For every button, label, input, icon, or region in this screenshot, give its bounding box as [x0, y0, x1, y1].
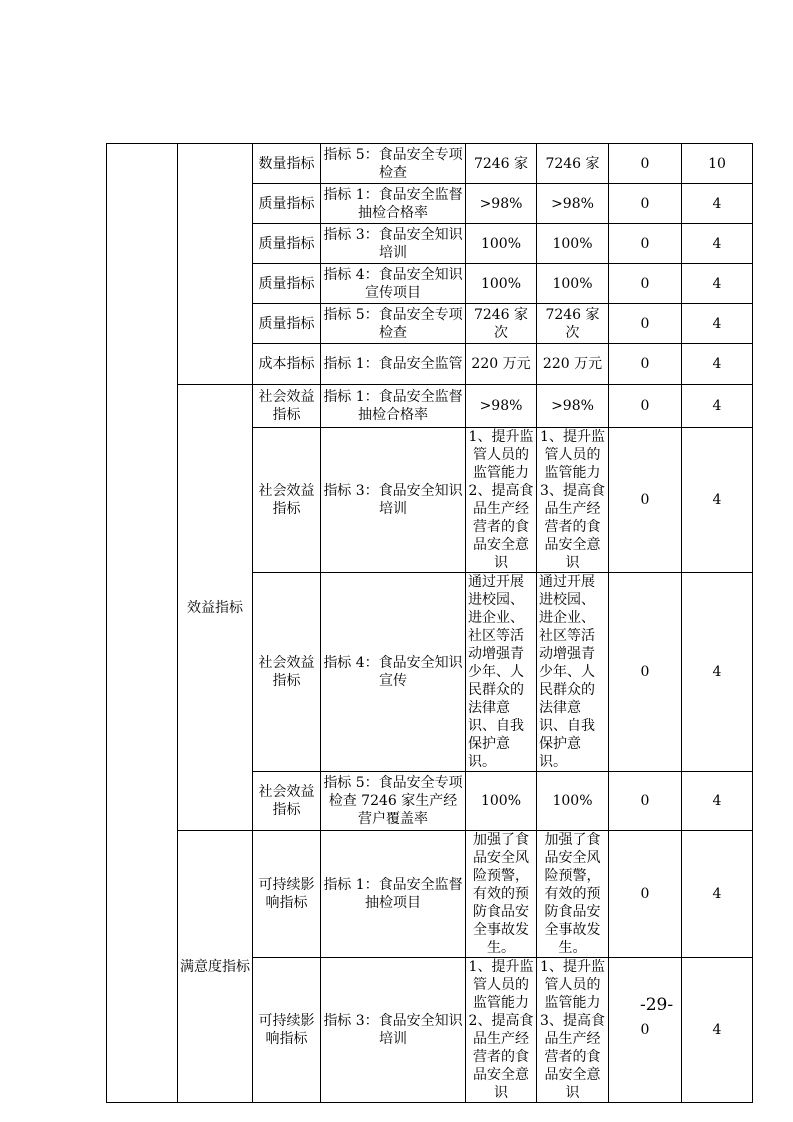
score-cell: 4: [682, 958, 753, 1103]
indicator-name-cell: 指标 4：食品安全知识宣传项目: [321, 264, 466, 304]
indicator-type-cell: 社会效益指标: [253, 428, 321, 573]
table-row: [107, 144, 753, 184]
deduction-cell: 0: [609, 772, 682, 831]
actual-value-cell: 220 万元: [537, 344, 609, 385]
deduction-cell: 0: [609, 144, 682, 184]
deduction-cell: 0: [609, 224, 682, 264]
target-value-cell: 100%: [466, 224, 537, 264]
indicator-name-cell: 指标 1：食品安全监督抽检合格率: [321, 385, 466, 428]
page-number: -29-: [640, 995, 674, 1015]
target-value-cell: 220 万元: [466, 344, 537, 385]
deduction-cell: 0: [609, 184, 682, 224]
blank-col1-cell: [107, 144, 178, 1103]
deduction-cell: 0: [609, 573, 682, 772]
score-cell: 4: [682, 385, 753, 428]
indicator-name-cell: 指标 1：食品安全监督抽检项目: [321, 831, 466, 958]
actual-value-cell: 7246 家次: [537, 304, 609, 344]
score-cell: 4: [682, 304, 753, 344]
actual-value-cell: >98%: [537, 385, 609, 428]
indicator-name-cell: 指标 5：食品安全专项检查: [321, 304, 466, 344]
actual-value-cell: 1、提升监管人员的监管能力 3、提高食品生产经营者的食品安全意识: [537, 428, 609, 573]
indicator-name-cell: 指标 3：食品安全知识培训: [321, 428, 466, 573]
indicator-type-cell: 数量指标: [253, 144, 321, 184]
indicator-type-cell: 社会效益指标: [253, 385, 321, 428]
target-value-cell: 7246 家次: [466, 304, 537, 344]
deduction-cell: 0: [609, 304, 682, 344]
blank-col2-cell: [178, 144, 253, 385]
target-value-cell: 通过开展进校园、进企业、社区等活动增强青少年、人民群众的法律意识、自我保护意识。: [466, 573, 537, 772]
indicator-type-cell: 质量指标: [253, 184, 321, 224]
actual-value-cell: 7246 家: [537, 144, 609, 184]
deduction-cell: 0: [609, 428, 682, 573]
target-value-cell: >98%: [466, 184, 537, 224]
table-row: [107, 831, 753, 958]
actual-value-cell: 100%: [537, 264, 609, 304]
indicator-type-cell: 可持续影响指标: [253, 831, 321, 958]
deduction-cell: 0: [609, 344, 682, 385]
indicator-type-cell: 质量指标: [253, 224, 321, 264]
indicator-type-cell: 可持续影响指标: [253, 958, 321, 1103]
deduction-cell: 0: [609, 831, 682, 958]
performance-indicator-table: [106, 143, 753, 1103]
actual-value-cell: 100%: [537, 224, 609, 264]
actual-value-cell: 加强了食品安全风险预警，有效的预防食品安全事故发生。: [537, 831, 609, 958]
deduction-cell: 0: [609, 958, 682, 1103]
indicator-type-cell: 社会效益指标: [253, 772, 321, 831]
indicator-type-cell: 成本指标: [253, 344, 321, 385]
target-value-cell: 加强了食品安全风险预警，有效的预防食品安全事故发生。: [466, 831, 537, 958]
score-cell: 4: [682, 224, 753, 264]
indicator-name-cell: 指标 3：食品安全知识培训: [321, 958, 466, 1103]
score-cell: 4: [682, 184, 753, 224]
group-label-benefit: 效益指标: [178, 385, 253, 831]
indicator-name-cell: 指标 1：食品安全监督抽检合格率: [321, 184, 466, 224]
actual-value-cell: 通过开展进校园、进企业、社区等活动增强青少年、人民群众的法律意识、自我保护意识。: [537, 573, 609, 772]
deduction-cell: 0: [609, 264, 682, 304]
target-value-cell: 1、提升监管人员的监管能力 2、提高食品生产经营者的食品安全意识: [466, 428, 537, 573]
actual-value-cell: 100%: [537, 772, 609, 831]
score-cell: 10: [682, 144, 753, 184]
indicator-type-cell: 社会效益指标: [253, 573, 321, 772]
indicator-name-cell: 指标 3：食品安全知识培训: [321, 224, 466, 264]
target-value-cell: 7246 家: [466, 144, 537, 184]
deduction-cell: 0: [609, 385, 682, 428]
indicator-name-cell: 指标 4：食品安全知识宣传: [321, 573, 466, 772]
indicator-type-cell: 质量指标: [253, 304, 321, 344]
group-label-satisfaction: 满意度指标: [178, 831, 253, 1103]
target-value-cell: >98%: [466, 385, 537, 428]
indicator-type-cell: 质量指标: [253, 264, 321, 304]
indicator-name-cell: 指标 1：食品安全监管: [321, 344, 466, 385]
score-cell: 4: [682, 264, 753, 304]
indicator-name-cell: 指标 5：食品安全专项检查 7246 家生产经营户覆盖率: [321, 772, 466, 831]
score-cell: 4: [682, 428, 753, 573]
target-value-cell: 100%: [466, 264, 537, 304]
actual-value-cell: 1、提升监管人员的监管能力 3、提高食品生产经营者的食品安全意识: [537, 958, 609, 1103]
score-cell: 4: [682, 344, 753, 385]
target-value-cell: 1、提升监管人员的监管能力 2、提高食品生产经营者的食品安全意识: [466, 958, 537, 1103]
score-cell: 4: [682, 772, 753, 831]
indicator-name-cell: 指标 5：食品安全专项检查: [321, 144, 466, 184]
score-cell: 4: [682, 831, 753, 958]
actual-value-cell: >98%: [537, 184, 609, 224]
score-cell: 4: [682, 573, 753, 772]
table-row: [107, 385, 753, 428]
target-value-cell: 100%: [466, 772, 537, 831]
